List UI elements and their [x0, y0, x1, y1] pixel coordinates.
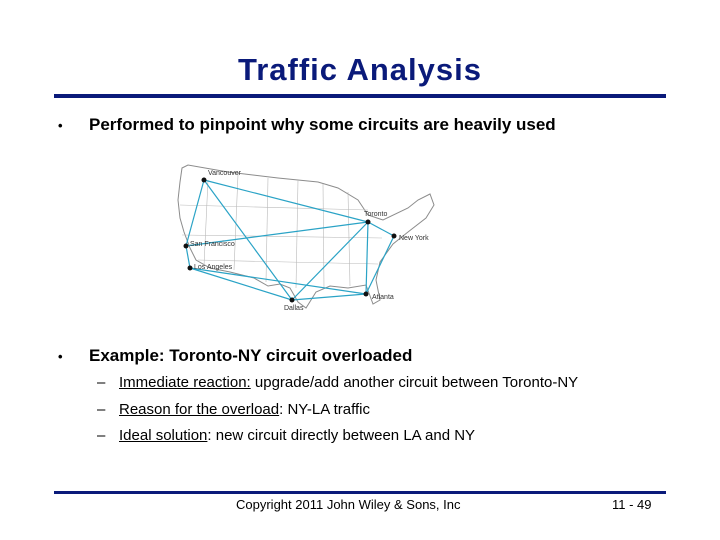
sub-bullet-rest: upgrade/add another circuit between Toronto-NY	[250, 374, 579, 391]
sub-bullet-immediate-reaction	[97, 374, 578, 391]
slide-title: Traffic Analysis	[237, 52, 482, 87]
bullet-marker: •	[58, 118, 63, 133]
sub-bullet-lead: Immediate reaction:	[119, 374, 251, 391]
node-los-angeles	[188, 266, 193, 271]
node-dallas	[290, 298, 295, 303]
bullet-text-example: Example: Toronto-NY circuit overloaded	[89, 346, 413, 365]
node-vancouver	[202, 178, 207, 183]
dash-marker: –	[97, 374, 106, 391]
bullet-marker: •	[58, 349, 63, 364]
node-san-francisco	[184, 244, 189, 249]
footer-copyright: Copyright 2011 John Wiley & Sons, Inc	[236, 497, 461, 512]
node-atlanta	[364, 292, 369, 297]
bullet-text-traffic-analysis: Performed to pinpoint why some circuits are heavily used	[89, 115, 556, 134]
label-new-york: New York	[399, 235, 429, 242]
page-number: 11 - 49	[612, 497, 652, 512]
sub-bullet-lead: Ideal solution	[119, 427, 208, 444]
label-atlanta: Atlanta	[372, 294, 394, 301]
sub-bullet-ideal-solution	[97, 427, 475, 444]
sub-bullet-reason	[97, 401, 370, 418]
dash-marker: –	[97, 427, 106, 444]
sub-bullet-lead: Reason for the overload	[119, 401, 280, 418]
label-toronto: Toronto	[364, 211, 388, 218]
title-divider	[54, 94, 666, 98]
label-dallas: Dallas	[284, 305, 304, 310]
dash-marker: –	[97, 401, 106, 418]
us-network-map	[168, 160, 440, 310]
sub-bullet-rest: : new circuit directly between LA and NY	[207, 427, 476, 444]
sub-bullet-rest: : NY-LA traffic	[279, 401, 370, 418]
node-toronto	[366, 220, 371, 225]
footer-divider	[54, 491, 666, 494]
label-san-francisco: San Francisco	[190, 241, 235, 248]
circuit-links	[186, 180, 394, 300]
node-new-york	[392, 234, 397, 239]
label-los-angeles: Los Angeles	[194, 264, 233, 271]
label-vancouver: Vancouver	[208, 170, 241, 177]
